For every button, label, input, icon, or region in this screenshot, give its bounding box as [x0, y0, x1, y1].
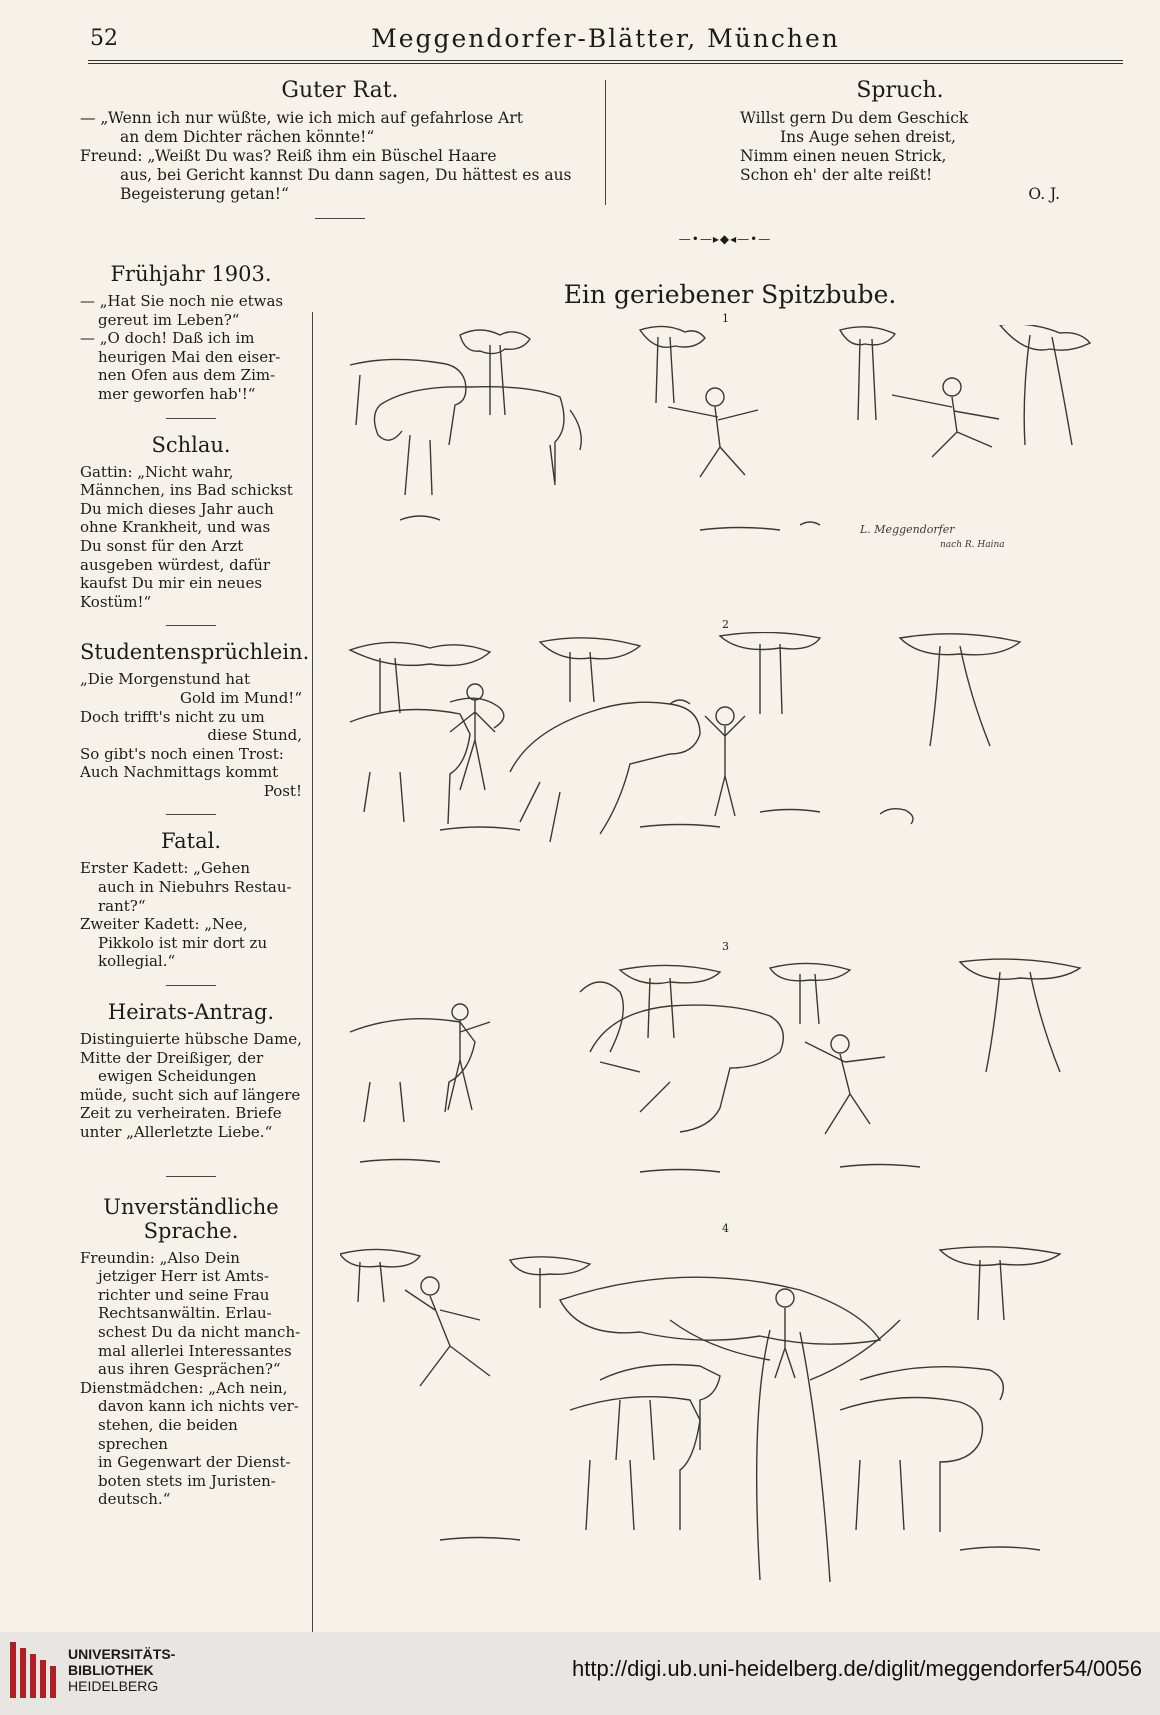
page-number: 52 [90, 26, 118, 51]
library-name-line: UNIVERSITÄTS- [68, 1646, 176, 1662]
masthead-title: Meggendorfer-Blätter, München [371, 24, 840, 53]
panel-number: 2 [722, 618, 729, 631]
article-line: Post! [263, 781, 302, 800]
article-line: Gold im Mund!“ [180, 688, 302, 707]
article-line: Auch Nachmittags kommt [80, 763, 279, 782]
article-line: Du sonst für den Arzt [80, 536, 244, 555]
article-line: deutsch.“ [98, 1490, 171, 1509]
section-divider [166, 625, 216, 626]
article-line: Dienstmädchen: „Ach nein, [80, 1378, 288, 1397]
article-line: Doch trifft's nicht zu um [80, 707, 265, 726]
ornament-divider: —•—▸◆◂—•— [678, 232, 772, 246]
article-line: an dem Dichter rächen könnte!“ [120, 128, 375, 146]
article-line: Erster Kadett: „Gehen [80, 859, 250, 878]
library-name-line: HEIDELBERG [68, 1678, 159, 1694]
article-line: ausgeben würdest, dafür [80, 555, 271, 574]
article-line: Gattin: „Nicht wahr, [80, 462, 234, 481]
section-divider [166, 814, 216, 815]
article-title: Guter Rat. [281, 78, 399, 103]
cartoon-title: Ein geriebener Spitzbube. [563, 280, 897, 309]
page-header [88, 22, 1123, 62]
article-guter-rat [80, 78, 600, 233]
section-divider [166, 985, 216, 986]
article-line: jetziger Herr ist Amts- [98, 1267, 269, 1286]
article-title: Heirats-Antrag. [107, 1000, 275, 1025]
article-title: Spruch. [856, 78, 944, 103]
article-line: — „Hat Sie noch nie etwas [80, 292, 284, 310]
article-line: müde, sucht sich auf längere [80, 1085, 301, 1104]
article-line: mal allerlei Interessantes [98, 1341, 292, 1360]
article-line: So gibt's noch einen Trost: [80, 744, 284, 763]
article-line: kaufst Du mir ein neues [80, 574, 263, 593]
article-title: Frühjahr 1903. [110, 262, 272, 286]
article-line: Zweiter Kadett: „Nee, [80, 915, 248, 934]
article-line: auch in Niebuhrs Restau- [98, 878, 292, 897]
article-line: Freund: „Weißt Du was? Reiß ihm ein Büschel Haare [80, 147, 497, 165]
article-line: Rechtsanwältin. Erlau- [98, 1304, 272, 1323]
article-title: Schlau. [151, 432, 231, 457]
article-line: „Die Morgenstund hat [80, 670, 250, 689]
artist-signature-sub: nach R. Haina [940, 540, 1005, 550]
article-title: Fatal. [160, 829, 222, 854]
article-line: Freundin: „Also Dein [80, 1248, 240, 1267]
header-rule [88, 60, 1123, 61]
column-divider [312, 312, 313, 1642]
article-line: nen Ofen aus dem Zim- [98, 366, 276, 385]
cartoon-panel-3 [340, 952, 1130, 1204]
panel-number: 3 [722, 940, 729, 953]
article-line: Männchen, ins Bad schickst [80, 481, 293, 500]
poem-line: Schon eh' der alte reißt! [740, 166, 933, 184]
article-title: Unverständliche Sprache. [103, 1194, 279, 1243]
digitization-footer [0, 1632, 1160, 1715]
article-line: stehen, die beiden sprechen [98, 1415, 238, 1453]
article-line: in Gegenwart der Dienst- [98, 1453, 291, 1472]
article-line: Du mich dieses Jahr auch [80, 499, 274, 518]
section-divider [315, 218, 365, 219]
article-line: gereut im Leben?“ [98, 310, 240, 329]
article-line: — „Wenn ich nur wüßte, wie ich mich auf gefahrlose Art [80, 109, 523, 127]
article-line: diese Stund, [207, 726, 302, 745]
article-line: Distinguierte hübsche Dame, [80, 1030, 302, 1049]
article-line: Begeisterung getan!“ [120, 185, 289, 203]
article-line: Mitte der Dreißiger, der [80, 1048, 264, 1067]
article-line: ohne Krankheit, und was [80, 518, 271, 537]
column-divider [605, 80, 606, 205]
source-url-link[interactable]: http://digi.ub.uni-heidelberg.de/diglit/meggendorfer54/0056 [572, 1656, 1142, 1681]
cartoon-panel-1 [340, 325, 1130, 600]
article-title: Studentensprüchlein. [80, 640, 310, 665]
poem-signature: O. J. [1028, 185, 1060, 203]
article-line: aus, bei Gericht kannst Du dann sagen, Du hättest es aus [120, 166, 572, 184]
article-line: heurigen Mai den eiser- [98, 347, 281, 366]
article-spruch [740, 78, 1060, 204]
article-line: aus ihren Gesprächen?“ [98, 1360, 281, 1379]
section-divider [166, 1176, 216, 1177]
cartoon-panel-4 [340, 1240, 1130, 1600]
article-line: schest Du da nicht manch- [98, 1322, 301, 1341]
article-line: Pikkolo ist mir dort zu [98, 933, 268, 952]
library-name [68, 1646, 175, 1694]
article-line: kollegial.“ [98, 952, 176, 971]
artist-signature: L. Meggendorfer [860, 523, 955, 536]
poem-line: Nimm einen neuen Strick, [740, 147, 947, 165]
cartoon-panel-2 [340, 632, 1130, 904]
library-name-line: BIBLIOTHEK [68, 1662, 154, 1678]
poem-line: Willst gern Du dem Geschick [740, 109, 969, 127]
article-line: Kostüm!“ [80, 592, 152, 611]
section-divider [166, 418, 216, 419]
article-line: unter „Allerletzte Liebe.“ [80, 1123, 273, 1141]
article-line: rant?“ [98, 896, 146, 915]
left-column [80, 262, 310, 1509]
article-line: richter und seine Frau [98, 1285, 270, 1304]
university-seal-icon [8, 1640, 60, 1700]
panel-number: 4 [722, 1222, 729, 1235]
article-line: mer geworfen hab'!“ [98, 384, 256, 403]
article-line: — „O doch! Daß ich im [80, 329, 255, 348]
poem-line: Ins Auge sehen dreist, [780, 128, 956, 146]
article-line: davon kann ich nichts ver- [98, 1397, 299, 1416]
article-line: boten stets im Juristen- [98, 1471, 276, 1490]
article-line: Zeit zu verheiraten. Briefe [80, 1104, 282, 1123]
article-line: ewigen Scheidungen [98, 1067, 257, 1086]
panel-number: 1 [722, 312, 729, 325]
header-rule-double [88, 63, 1123, 64]
